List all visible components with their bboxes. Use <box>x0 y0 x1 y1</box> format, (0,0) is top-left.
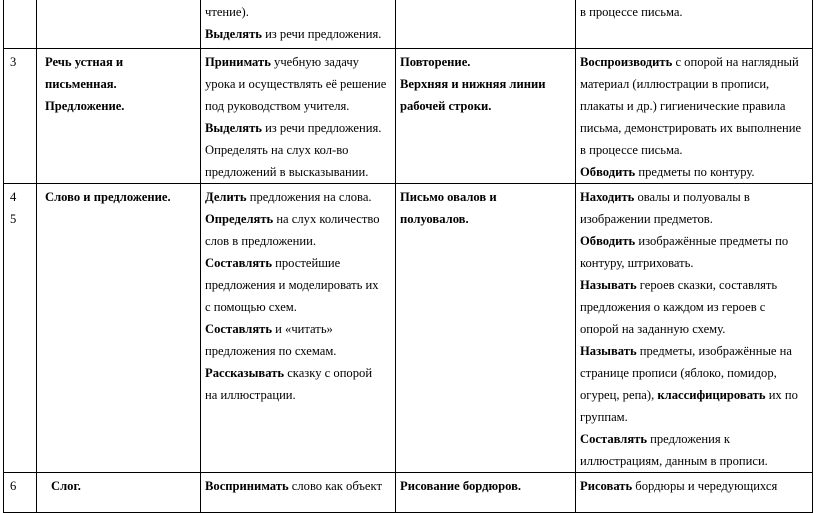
text-run: из речи предложения. <box>261 27 382 41</box>
cell-writing <box>576 49 813 184</box>
text-run: плакаты и др.) гигиенические правила <box>580 99 786 113</box>
text-run: группам. <box>580 410 628 424</box>
cell-lesson <box>396 184 576 473</box>
bold-verb: Определять <box>205 212 274 226</box>
cell-number <box>4 473 37 513</box>
text-run: из речи предложения. <box>261 121 382 135</box>
cell-line <box>205 208 391 230</box>
text-run: предметы, изображённые на <box>636 344 792 358</box>
text-run: учебную задачу <box>270 55 359 69</box>
cell-activity <box>201 473 396 513</box>
cell-line: 5 <box>10 212 17 226</box>
text-run: предметы по контуру. <box>635 165 755 179</box>
curriculum-table <box>3 0 813 513</box>
text-run: Определять на слух кол-во <box>205 143 349 157</box>
cell-lesson <box>396 0 576 49</box>
cell-line <box>205 384 391 406</box>
cell-line <box>205 252 391 274</box>
text-run: в процессе письма. <box>580 143 683 157</box>
cell-line <box>580 406 808 428</box>
text-run: предложения о каждом из героев с <box>580 300 766 314</box>
text-run: на слух количество <box>273 212 380 226</box>
text-run: предложения на слова. <box>246 190 372 204</box>
bold-verb: Называть <box>580 278 637 292</box>
cell-line <box>580 475 808 497</box>
cell-writing <box>576 473 813 513</box>
cell-line <box>580 73 808 95</box>
cell-line <box>205 318 391 340</box>
cell-writing <box>576 184 813 473</box>
cell-line: Слог. <box>51 479 81 493</box>
text-run: простейшие <box>271 256 341 270</box>
cell-line <box>580 117 808 139</box>
bold-verb: Рисовать <box>580 479 633 493</box>
cell-line: письменная. <box>45 77 117 91</box>
text-run: урока и осуществлять её решение <box>205 77 387 91</box>
cell-number <box>4 49 37 184</box>
text-run: предложения и моделировать их <box>205 278 379 292</box>
cell-line <box>205 362 391 384</box>
text-run: опорой на заданную схему. <box>580 322 726 336</box>
cell-line <box>205 23 391 45</box>
text-run: чтение). <box>205 5 249 19</box>
cell-line <box>205 274 391 296</box>
cell-line <box>580 95 808 117</box>
bold-verb: Делить <box>205 190 247 204</box>
cell-topic <box>37 49 201 184</box>
cell-line <box>580 51 808 73</box>
cell-line <box>205 95 391 117</box>
text-run: контуру, штриховать. <box>580 256 694 270</box>
cell-line <box>205 340 391 362</box>
text-run: предложений в высказывании. <box>205 165 369 179</box>
cell-line: полуовалов. <box>400 212 469 226</box>
text-run: героев сказки, составлять <box>636 278 778 292</box>
bold-verb: Обводить <box>580 234 636 248</box>
bold-verb: Составлять <box>205 256 272 270</box>
text-run: изображении предметов. <box>580 212 713 226</box>
cell-activity <box>201 49 396 184</box>
bold-verb: классифицировать <box>657 388 766 402</box>
bold-verb: Обводить <box>580 165 636 179</box>
text-run: странице прописи (яблоко, помидор, <box>580 366 777 380</box>
cell-line <box>205 186 391 208</box>
table-row <box>4 49 813 184</box>
cell-lesson <box>396 49 576 184</box>
text-run: письма, демонстрировать их выполнение <box>580 121 802 135</box>
text-run: и «читать» <box>271 322 333 336</box>
text-run: предложения по схемам. <box>205 344 337 358</box>
cell-activity <box>201 184 396 473</box>
cell-line <box>205 73 391 95</box>
cell-line: Предложение. <box>45 99 125 113</box>
cell-line <box>580 186 808 208</box>
text-run: материал (иллюстрации в прописи, <box>580 77 770 91</box>
bold-verb: Выделять <box>205 27 262 41</box>
cell-line: 4 <box>10 190 17 204</box>
text-run: слово как объект <box>288 479 382 493</box>
cell-topic <box>37 0 201 49</box>
cell-line <box>205 161 391 183</box>
cell-line <box>205 230 391 252</box>
cell-line <box>205 117 391 139</box>
text-run: бордюры и чередующихся <box>632 479 778 493</box>
cell-line: Рисование бордюров. <box>400 479 522 493</box>
cell-line <box>205 296 391 318</box>
table-row <box>4 0 813 49</box>
text-run: их по <box>765 388 798 402</box>
cell-line <box>580 362 808 384</box>
bold-verb: Называть <box>580 344 637 358</box>
cell-line: Повторение. <box>400 55 471 69</box>
cell-number <box>4 184 37 473</box>
cell-line: 6 <box>10 479 17 493</box>
cell-line <box>205 139 391 161</box>
cell-line: Речь устная и <box>45 55 124 69</box>
cell-line <box>580 1 808 23</box>
cell-line <box>580 139 808 161</box>
table-row <box>4 473 813 513</box>
text-run: огурец, репа), <box>580 388 658 402</box>
cell-line <box>205 475 391 497</box>
cell-topic <box>37 184 201 473</box>
bold-verb: Выделять <box>205 121 262 135</box>
bold-verb: Воспринимать <box>205 479 289 493</box>
text-run: с помощью схем. <box>205 300 297 314</box>
cell-line: Верхняя и нижняя линии <box>400 77 546 91</box>
text-run: на иллюстрации. <box>205 388 296 402</box>
text-run: под руководством учителя. <box>205 99 350 113</box>
cell-line <box>580 428 808 450</box>
cell-lesson <box>396 473 576 513</box>
cell-line <box>580 274 808 296</box>
bold-verb: Принимать <box>205 55 271 69</box>
cell-line <box>580 208 808 230</box>
text-run: в процессе письма. <box>580 5 683 19</box>
cell-line <box>580 340 808 362</box>
bold-verb: Составлять <box>205 322 272 336</box>
cell-line <box>580 296 808 318</box>
text-run: овалы и полуовалы в <box>634 190 750 204</box>
cell-line <box>205 1 391 23</box>
bold-verb: Воспроизводить <box>580 55 673 69</box>
cell-line: 3 <box>10 55 17 69</box>
cell-line: Письмо овалов и <box>400 190 497 204</box>
cell-line <box>205 51 391 73</box>
text-run: сказку с опорой <box>284 366 373 380</box>
cell-line: Слово и предложение. <box>45 190 171 204</box>
cell-line <box>580 450 808 472</box>
text-run: с опорой на наглядный <box>672 55 799 69</box>
cell-line <box>580 384 808 406</box>
cell-writing <box>576 0 813 49</box>
cell-topic <box>37 473 201 513</box>
bold-verb: Находить <box>580 190 635 204</box>
cell-line <box>580 318 808 340</box>
cell-number <box>4 0 37 49</box>
text-run: предложения к <box>646 432 730 446</box>
table-row <box>4 184 813 473</box>
cell-activity <box>201 0 396 49</box>
cell-line <box>580 230 808 252</box>
text-run: слов в предложении. <box>205 234 316 248</box>
cell-line: рабочей строки. <box>400 99 492 113</box>
text-run: иллюстрациям, данным в прописи. <box>580 454 768 468</box>
cell-line <box>580 161 808 183</box>
bold-verb: Составлять <box>580 432 647 446</box>
bold-verb: Рассказывать <box>205 366 285 380</box>
cell-line <box>580 252 808 274</box>
text-run: изображённые предметы по <box>635 234 789 248</box>
